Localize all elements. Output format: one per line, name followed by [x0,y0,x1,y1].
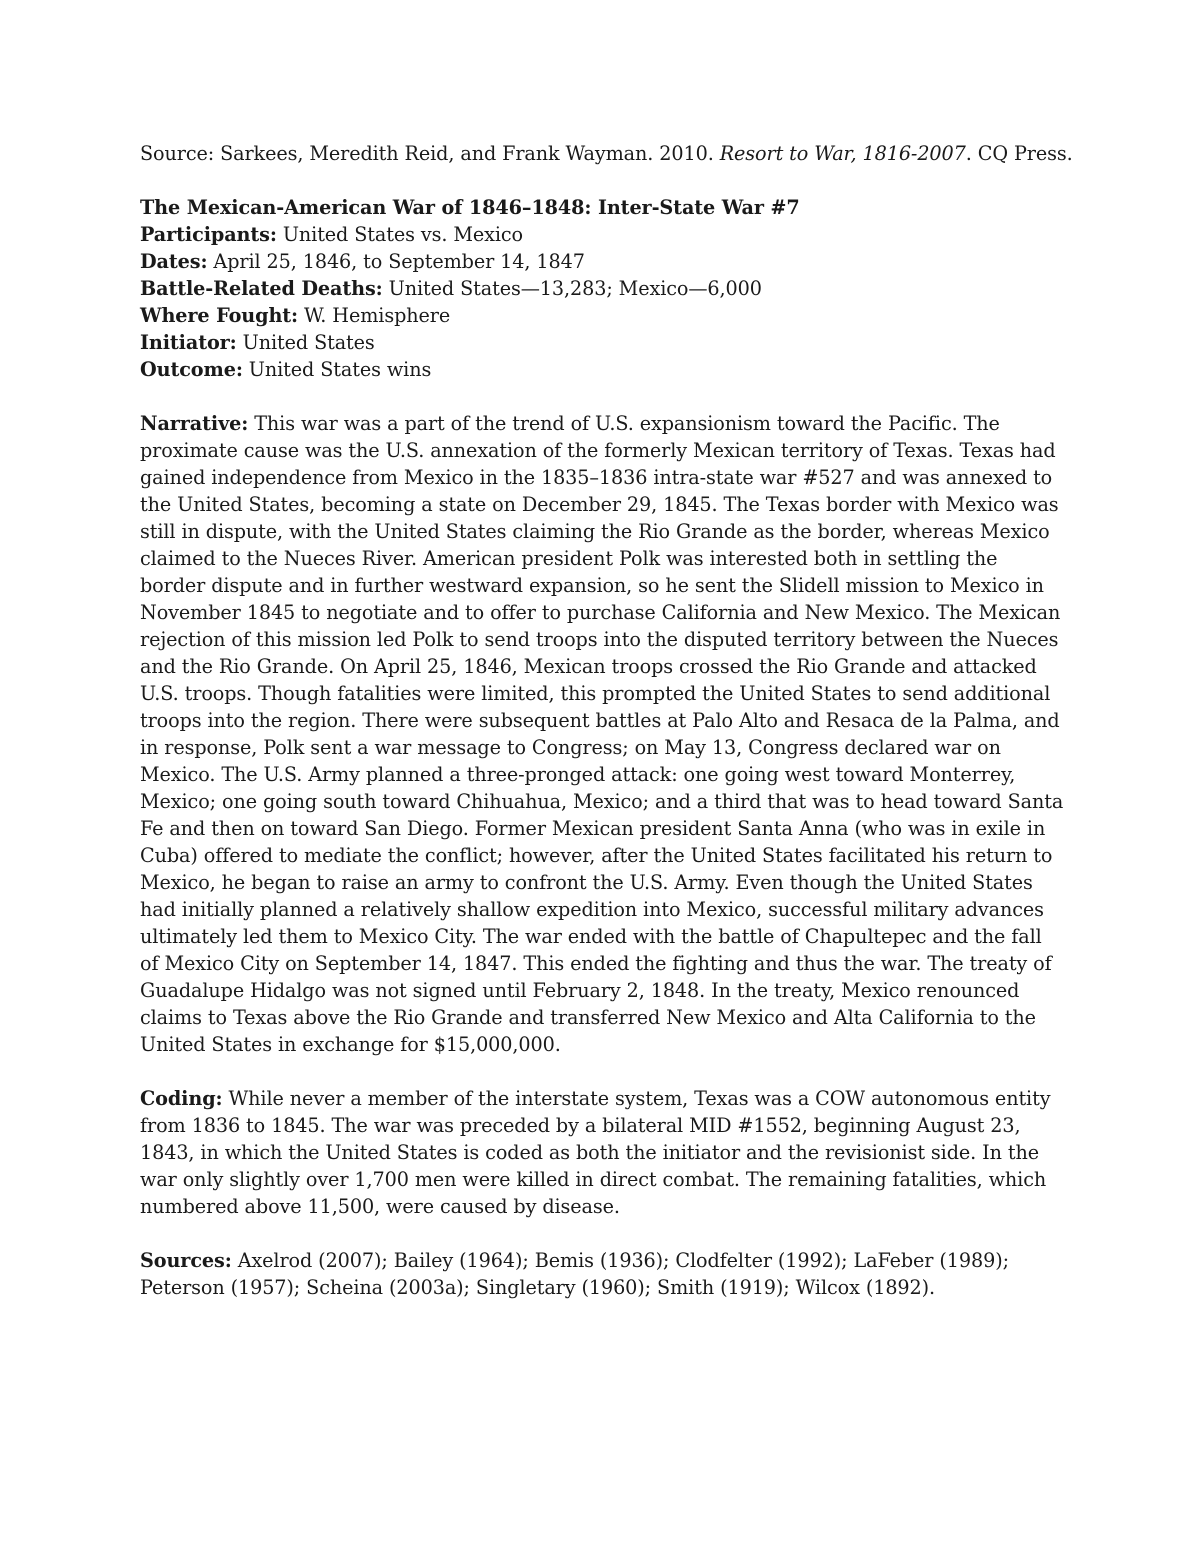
source-prefix: Source: Sarkees, Meredith Reid, and Frank Wayman. 2010. [140,142,720,165]
field-label: Battle-Related Deaths: [140,277,383,300]
sources-text: Axelrod (2007); Bailey (1964); Bemis (1936); Clodfelter (1992); LaFeber (1989); Peterson (1957); Scheina (2003a); Singletary (1960); Smith (1919); Wilcox (1892). [140,1249,1009,1299]
document-page [140,140,1073,1328]
field-value: United States wins [242,358,432,381]
field-label: Where Fought: [140,304,299,327]
sources-label: Sources: [140,1249,232,1272]
source-suffix: . CQ Press. [965,142,1073,165]
coding-label: Coding: [140,1087,223,1110]
field-label: Participants: [140,223,277,246]
field-dates [140,248,1065,275]
coding-text: While never a member of the interstate system, Texas was a COW autonomous entity from 1836 to 1845. The war was preceded by a bilateral MID #1552, beginning August 23, 1843, in which the United States is coded as both the initiator and the revisionist side. In the war only slightly over 1,700 men were killed in direct combat. The remaining fatalities, which numbered above 11,500, were caused by disease. [140,1087,1051,1218]
coding-paragraph [140,1085,1065,1220]
field-value: United States—13,283; Mexico—6,000 [382,277,762,300]
source-book-title: Resort to War, 1816-2007 [719,142,966,165]
field-value: April 25, 1846, to September 14, 1847 [207,250,585,273]
field-value: W. Hemisphere [298,304,451,327]
field-where-fought [140,302,1065,329]
field-label: Initiator: [140,331,237,354]
narrative-text: This war was a part of the trend of U.S. expansionism toward the Pacific. The proximate cause was the U.S. annexation of the formerly Mexican territory of Texas. Texas had gained independence from Mexico in the 1835–1836 intra-state war #527 and was annexed to the United States, becoming a state on December 29, 1845. The Texas border with Mexico was still in dispute, with the United States claiming the Rio Grande as the border, whereas Mexico claimed to the Nueces River. American president Polk was interested both in settling the border dispute and in further westward expansion, so he sent the Slidell mission to Mexico in November 1845 to negotiate and to offer to purchase California and New Mexico. The Mexican rejection of this mission led Polk to send troops into the disputed territory between the Nueces and the Rio Grande. On April 25, 1846, Mexican troops crossed the Rio Grande and attacked U.S. troops. Though fatalities were limited, this prompted the United States to send additional troops into the region. There were subsequent battles at Palo Alto and Resaca de la Palma, and in response, Polk sent a war message to Congress; on May 13, Congress declared war on Mexico. The U.S. Army planned a three-pronged attack: one going west toward Monterrey, Mexico; one going south toward Chihuahua, Mexico; and a third that was to head toward Santa Fe and then on toward San Diego. Former Mexican president Santa Anna (who was in exile in Cuba) offered to mediate the conflict; however, after the United States facilitated his return to Mexico, he began to raise an army to confront the U.S. Army. Even though the United States had initially planned a relatively shallow expedition into Mexico, successful military advances ultimately led them to Mexico City. The war ended with the battle of Chapultepec and the fall of Mexico City on September 14, 1847. This ended the fighting and thus the war. The treaty of Guadalupe Hidalgo was not signed until February 2, 1848. In the treaty, Mexico renounced claims to Texas above the Rio Grande and transferred New Mexico and Alta California to the United States in exchange for $15,000,000. [140,412,1064,1056]
source-citation [140,140,1073,167]
field-participants [140,221,1065,248]
field-battle-deaths [140,275,1065,302]
narrative-label: Narrative: [140,412,249,435]
field-value: United States [236,331,375,354]
field-label: Dates: [140,250,208,273]
field-outcome [140,356,1065,383]
field-label: Outcome: [140,358,243,381]
sources-paragraph [140,1247,1065,1301]
narrative-paragraph [140,410,1065,1058]
war-title: The Mexican-American War of 1846–1848: Inter-State War #7 [140,196,800,219]
war-header [140,194,1065,383]
field-initiator [140,329,1065,356]
field-value: United States vs. Mexico [276,223,523,246]
